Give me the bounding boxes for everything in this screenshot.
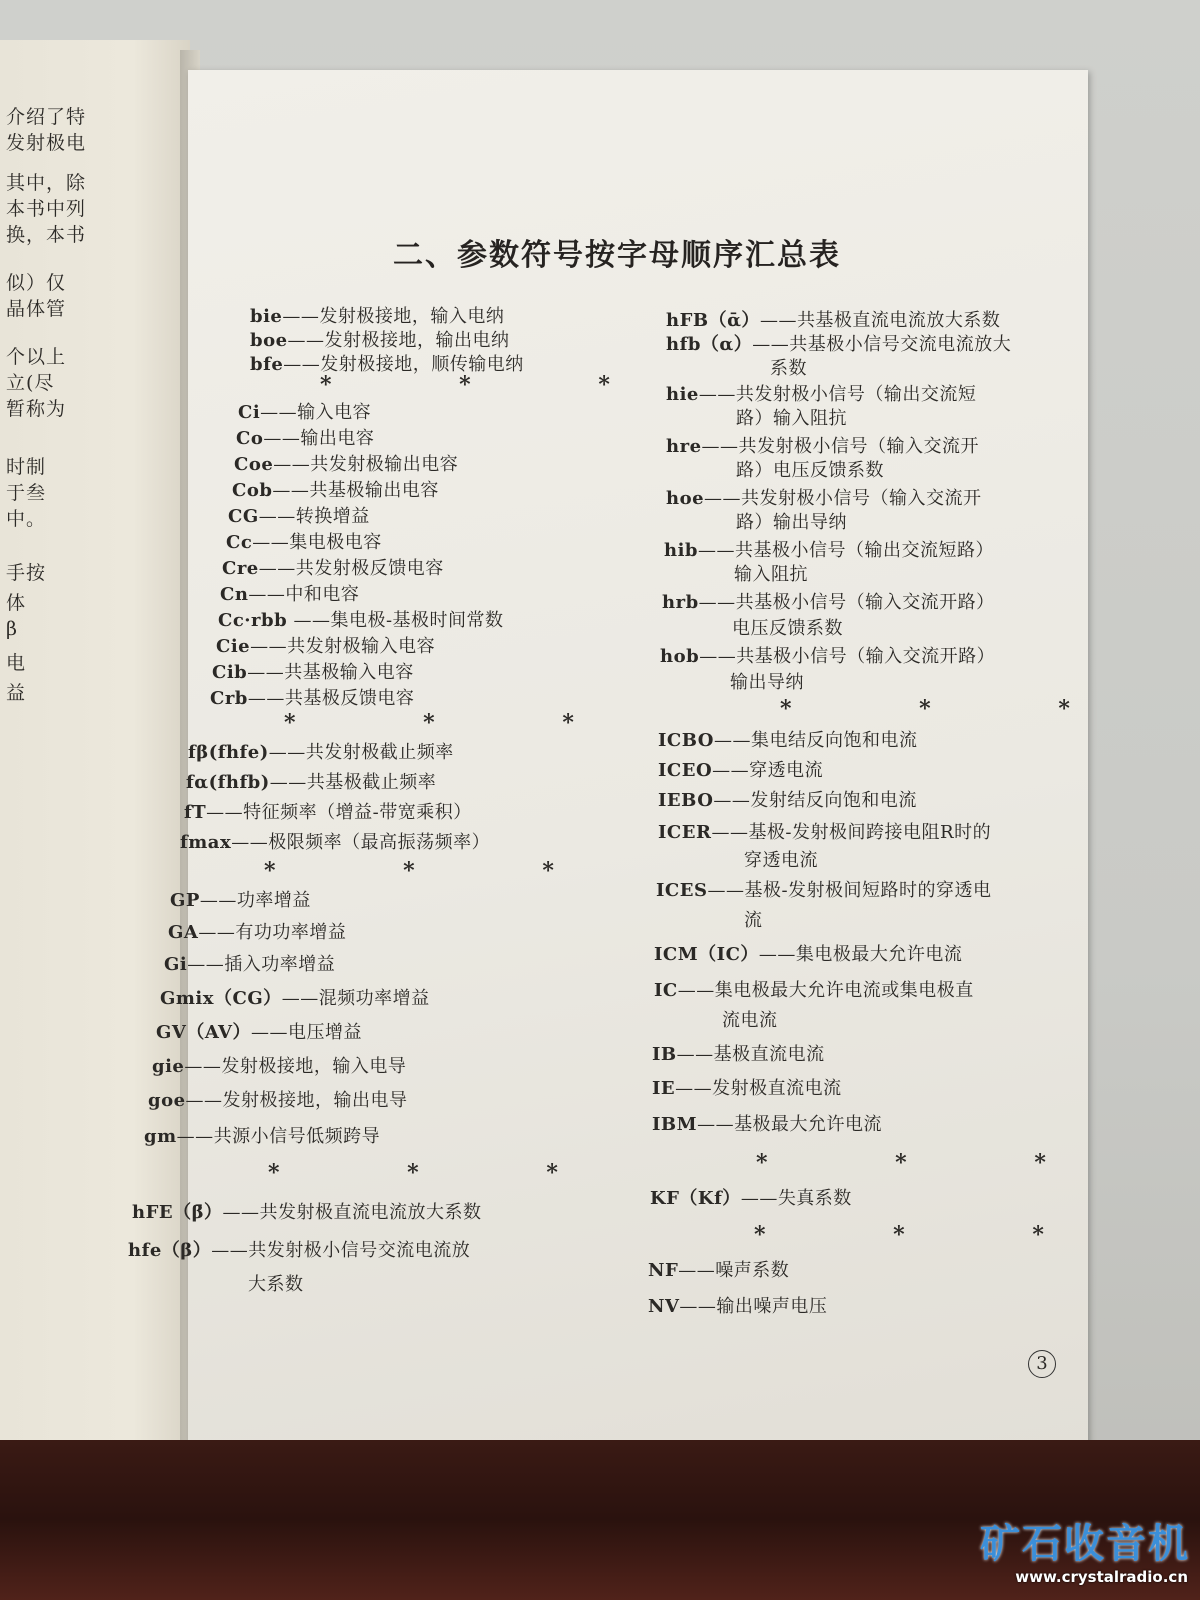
symbol: IE	[652, 1078, 676, 1099]
symbol: ICM（IC）	[654, 944, 759, 965]
symbol-entry	[650, 1184, 852, 1210]
left-page-line: 个以上	[6, 346, 67, 368]
symbol-description: ——输出电容	[263, 428, 375, 449]
symbol: fβ(fhfe)	[188, 742, 269, 763]
symbol: GA	[168, 922, 199, 943]
symbol: fT	[184, 802, 207, 823]
symbol-entry	[232, 476, 439, 502]
symbol-entry	[236, 424, 374, 450]
symbol-description: ——电压增益	[250, 1022, 362, 1043]
symbol: KF（Kf）	[650, 1188, 741, 1209]
symbol-description: ——共基极直流电流放大系数	[759, 310, 1001, 331]
symbol-description: ——共发射极输入电容	[250, 636, 436, 657]
symbol-entry	[210, 684, 414, 710]
symbol-description: ——插入功率增益	[187, 954, 336, 975]
left-page-line: 似）仅	[6, 272, 67, 294]
symbol-entry	[666, 380, 976, 406]
symbol-description: ——发射结反向饱和电流	[713, 790, 917, 811]
symbol-entry	[218, 606, 504, 632]
symbol-entry	[652, 1110, 882, 1136]
symbol-entry	[156, 1018, 362, 1044]
symbol-entry	[220, 580, 359, 606]
symbol: hib	[664, 540, 699, 561]
symbol: ICES	[656, 880, 708, 901]
symbol-description: ——特征频率（增益-带宽乘积）	[206, 802, 472, 823]
symbol-description: ——输出噪声电压	[679, 1296, 828, 1317]
symbol: fmax	[180, 832, 232, 853]
symbol-entry	[662, 588, 995, 614]
symbol-entry	[654, 976, 974, 1002]
symbol: Cn	[220, 584, 249, 605]
symbol-description: ——共发射极直流电流放大系数	[222, 1202, 482, 1223]
symbol-description: ——共基极小信号（输出交流短路）	[698, 540, 995, 561]
symbol-entry	[234, 450, 458, 476]
left-page-line: 其中，除	[6, 172, 87, 194]
symbol-entry	[168, 918, 346, 944]
symbol: bfe	[250, 354, 284, 375]
symbol-entry	[186, 768, 436, 794]
symbol: Ci	[238, 402, 261, 423]
left-page	[0, 40, 190, 1440]
symbol: ICEO	[658, 760, 713, 781]
symbol-entry	[188, 738, 454, 764]
symbol-description: ——共发射极反馈电容	[258, 558, 444, 579]
symbol-entry	[666, 306, 1000, 332]
symbol-description: ——发射极接地，顺传输电纳	[283, 354, 524, 375]
left-page-line: 换，本书	[6, 224, 87, 246]
symbol-entry	[184, 798, 472, 824]
symbol-entry	[228, 502, 370, 528]
symbol-description: ——混频功率增益	[281, 988, 430, 1009]
left-page-line: 中。	[6, 508, 47, 530]
symbol: bie	[250, 306, 283, 327]
symbol: hFE（β̄）	[132, 1202, 223, 1223]
section-separator: * * *	[268, 1160, 618, 1186]
symbol-description: ——发射极接地，输入电纳	[282, 306, 505, 327]
symbol: Cib	[212, 662, 248, 683]
symbol-description: ——共源小信号低频跨导	[176, 1126, 381, 1147]
left-page-line: β	[6, 618, 18, 640]
symbol-description: ——共基极反馈电容	[247, 688, 415, 709]
continuation-text: 输出导纳	[730, 672, 804, 693]
symbol-entry	[132, 1198, 482, 1224]
symbol-description: ——共发射极截止频率	[268, 742, 454, 763]
left-page-line: 体	[6, 592, 27, 614]
symbol: ICER	[658, 822, 712, 843]
symbol: NF	[648, 1260, 679, 1281]
symbol-entry	[152, 1052, 406, 1078]
symbol-entry	[656, 876, 992, 902]
symbol: Cie	[216, 636, 251, 657]
symbol-entry	[250, 326, 510, 352]
left-page-line: 暂称为	[6, 398, 67, 420]
symbol: CG	[228, 506, 259, 527]
symbol-description: ——共基极输入电容	[247, 662, 414, 683]
section-separator: * * *	[320, 372, 670, 398]
symbol-entry	[648, 1292, 827, 1318]
symbol-entry	[666, 484, 982, 510]
left-page-line: 晶体管	[6, 298, 67, 320]
symbol-entry	[648, 1256, 789, 1282]
continuation-text: 系数	[770, 358, 807, 379]
left-page-line: 时制	[6, 456, 47, 478]
symbol-description: ——功率增益	[199, 890, 311, 911]
symbol-description: ——发射极直流电流	[675, 1078, 842, 1099]
symbol-description: ——共发射极输出电容	[273, 454, 459, 475]
symbol: gm	[144, 1126, 177, 1147]
symbol: IEBO	[658, 790, 714, 811]
symbol-description: ——输入电容	[260, 402, 372, 423]
symbol-entry	[148, 1086, 408, 1112]
symbol: IC	[654, 980, 678, 1001]
symbol: Cc·rbb	[218, 610, 288, 631]
symbol-entry	[658, 786, 917, 812]
symbol: gie	[152, 1056, 185, 1077]
symbol-description: ——集电结反向饱和电流	[713, 730, 918, 751]
symbol-description: ——发射极接地，输出电纳	[287, 330, 510, 351]
left-page-line: 发射极电	[6, 132, 87, 154]
symbol: IB	[652, 1044, 677, 1065]
continuation-text: 路）电压反馈系数	[736, 460, 884, 481]
symbol-entry	[144, 1122, 380, 1148]
continuation-text: 流	[744, 910, 763, 931]
symbol-description: ——共发射极小信号（输入交流开	[704, 488, 982, 509]
symbol: IBM	[652, 1114, 698, 1135]
symbol: ICBO	[658, 730, 714, 751]
symbol-entry	[652, 1040, 825, 1066]
symbol-description: ——共发射极小信号（输出交流短	[698, 384, 977, 405]
page-title: 二、参数符号按字母顺序汇总表	[393, 238, 841, 273]
symbol-entry	[654, 940, 962, 966]
page-number: 3	[1028, 1350, 1056, 1378]
symbol: hoe	[666, 488, 705, 509]
symbol: Crb	[210, 688, 248, 709]
symbol-entry	[250, 302, 504, 328]
symbol-description: ——集电极最大允许电流或集电极直	[677, 980, 974, 1001]
symbol: hfb（α）	[666, 334, 753, 355]
left-page-line: 本书中列	[6, 198, 87, 220]
symbol-entry	[226, 528, 382, 554]
symbol: goe	[148, 1090, 186, 1111]
symbol-entry	[180, 828, 490, 854]
symbol-description: ——基极-发射极间跨接电阻R时的	[711, 822, 992, 843]
symbol: Gi	[164, 954, 188, 975]
symbol: boe	[250, 330, 288, 351]
symbol: Cre	[222, 558, 259, 579]
symbol-entry	[164, 950, 335, 976]
continuation-text: 流电流	[722, 1010, 778, 1031]
symbol: hie	[666, 384, 699, 405]
symbol: hob	[660, 646, 700, 667]
symbol: Gmix（CG）	[160, 988, 282, 1009]
left-page-line: 于叁	[6, 482, 47, 504]
symbol-description: ——基极最大允许电流	[697, 1114, 883, 1135]
section-separator: * * *	[780, 696, 1130, 722]
symbol-entry	[658, 756, 823, 782]
right-page	[128, 70, 1130, 1450]
continuation-text: 电压反馈系数	[732, 618, 843, 639]
symbol-description: ——集电极最大允许电流	[758, 944, 963, 965]
section-separator: * * *	[284, 710, 634, 736]
symbol-description: ——中和电容	[248, 584, 360, 605]
continuation-text: 路）输出导纳	[736, 512, 847, 533]
symbol-entry	[664, 536, 994, 562]
watermark-url: www.crystalradio.cn	[1015, 1568, 1188, 1586]
symbol-description: ——失真系数	[740, 1188, 852, 1209]
symbol-description: ——集电极-基极时间常数	[287, 610, 504, 631]
symbol: hfe（β）	[128, 1240, 212, 1261]
symbol: Cc	[226, 532, 253, 553]
symbol: hFB（ᾱ）	[666, 310, 760, 331]
symbol-entry	[170, 886, 311, 912]
symbol-entry	[160, 984, 430, 1010]
continuation-text: 穿透电流	[744, 850, 818, 871]
symbol-description: ——集电极电容	[252, 532, 382, 553]
symbol-description: ——发射极接地，输入电导	[184, 1056, 407, 1077]
symbol-entry	[128, 1236, 470, 1262]
section-separator: * * *	[754, 1222, 1104, 1248]
symbol: GP	[170, 890, 200, 911]
symbol: Coe	[234, 454, 274, 475]
symbol-description: ——共基极输出电容	[272, 480, 439, 501]
symbol-description: ——共基极小信号（输入交流开路）	[699, 646, 996, 667]
symbol-entry	[658, 726, 917, 752]
continuation-text: 输入阻抗	[734, 564, 808, 585]
symbol: NV	[648, 1296, 680, 1317]
symbol-description: ——发射极接地，输出电导	[185, 1090, 408, 1111]
symbol-description: ——共发射极小信号（输入交流开	[701, 436, 980, 457]
left-page-line: 介绍了特	[6, 106, 87, 128]
symbol-description: ——共基极小信号交流电流放大	[752, 334, 1012, 355]
symbol-description: ——共基极截止频率	[269, 772, 437, 793]
symbol-entry	[666, 330, 1011, 356]
symbol-description: ——基极直流电流	[676, 1044, 825, 1065]
symbol: Cob	[232, 480, 273, 501]
symbol-entry	[666, 432, 979, 458]
symbol: hre	[666, 436, 702, 457]
symbol-entry	[216, 632, 435, 658]
symbol: fα(fhfb)	[186, 772, 270, 793]
continuation-text: 大系数	[248, 1274, 304, 1295]
left-page-line: 益	[6, 682, 27, 704]
symbol-entry	[652, 1074, 842, 1100]
symbol-description: ——穿透电流	[712, 760, 824, 781]
symbol-description: ——基极-发射极间短路时的穿透电	[707, 880, 992, 901]
symbol-description: ——极限频率（最高振荡频率）	[231, 832, 491, 853]
left-page-line: 立(尽	[6, 372, 55, 394]
symbol-description: ——转换增益	[258, 506, 370, 527]
section-separator: * * *	[264, 858, 614, 884]
symbol-entry	[212, 658, 414, 684]
symbol-description: ——共发射极小信号交流电流放	[211, 1240, 471, 1261]
symbol-entry	[238, 398, 371, 424]
symbol-description: ——噪声系数	[678, 1260, 790, 1281]
symbol-entry	[660, 642, 995, 668]
symbol: GV（AV）	[156, 1022, 251, 1043]
left-page-line: 手按	[6, 562, 47, 584]
symbol-description: ——有功功率增益	[198, 922, 347, 943]
symbol-entry	[658, 818, 991, 844]
left-page-line: 电	[6, 652, 27, 674]
continuation-text: 路）输入阻抗	[736, 408, 847, 429]
watermark-logo: 矿石收音机	[980, 1521, 1190, 1567]
section-separator: * * *	[756, 1150, 1106, 1176]
symbol-description: ——共基极小信号（输入交流开路）	[698, 592, 995, 613]
symbol: Co	[236, 428, 264, 449]
symbol: hrb	[662, 592, 699, 613]
symbol-entry	[222, 554, 444, 580]
